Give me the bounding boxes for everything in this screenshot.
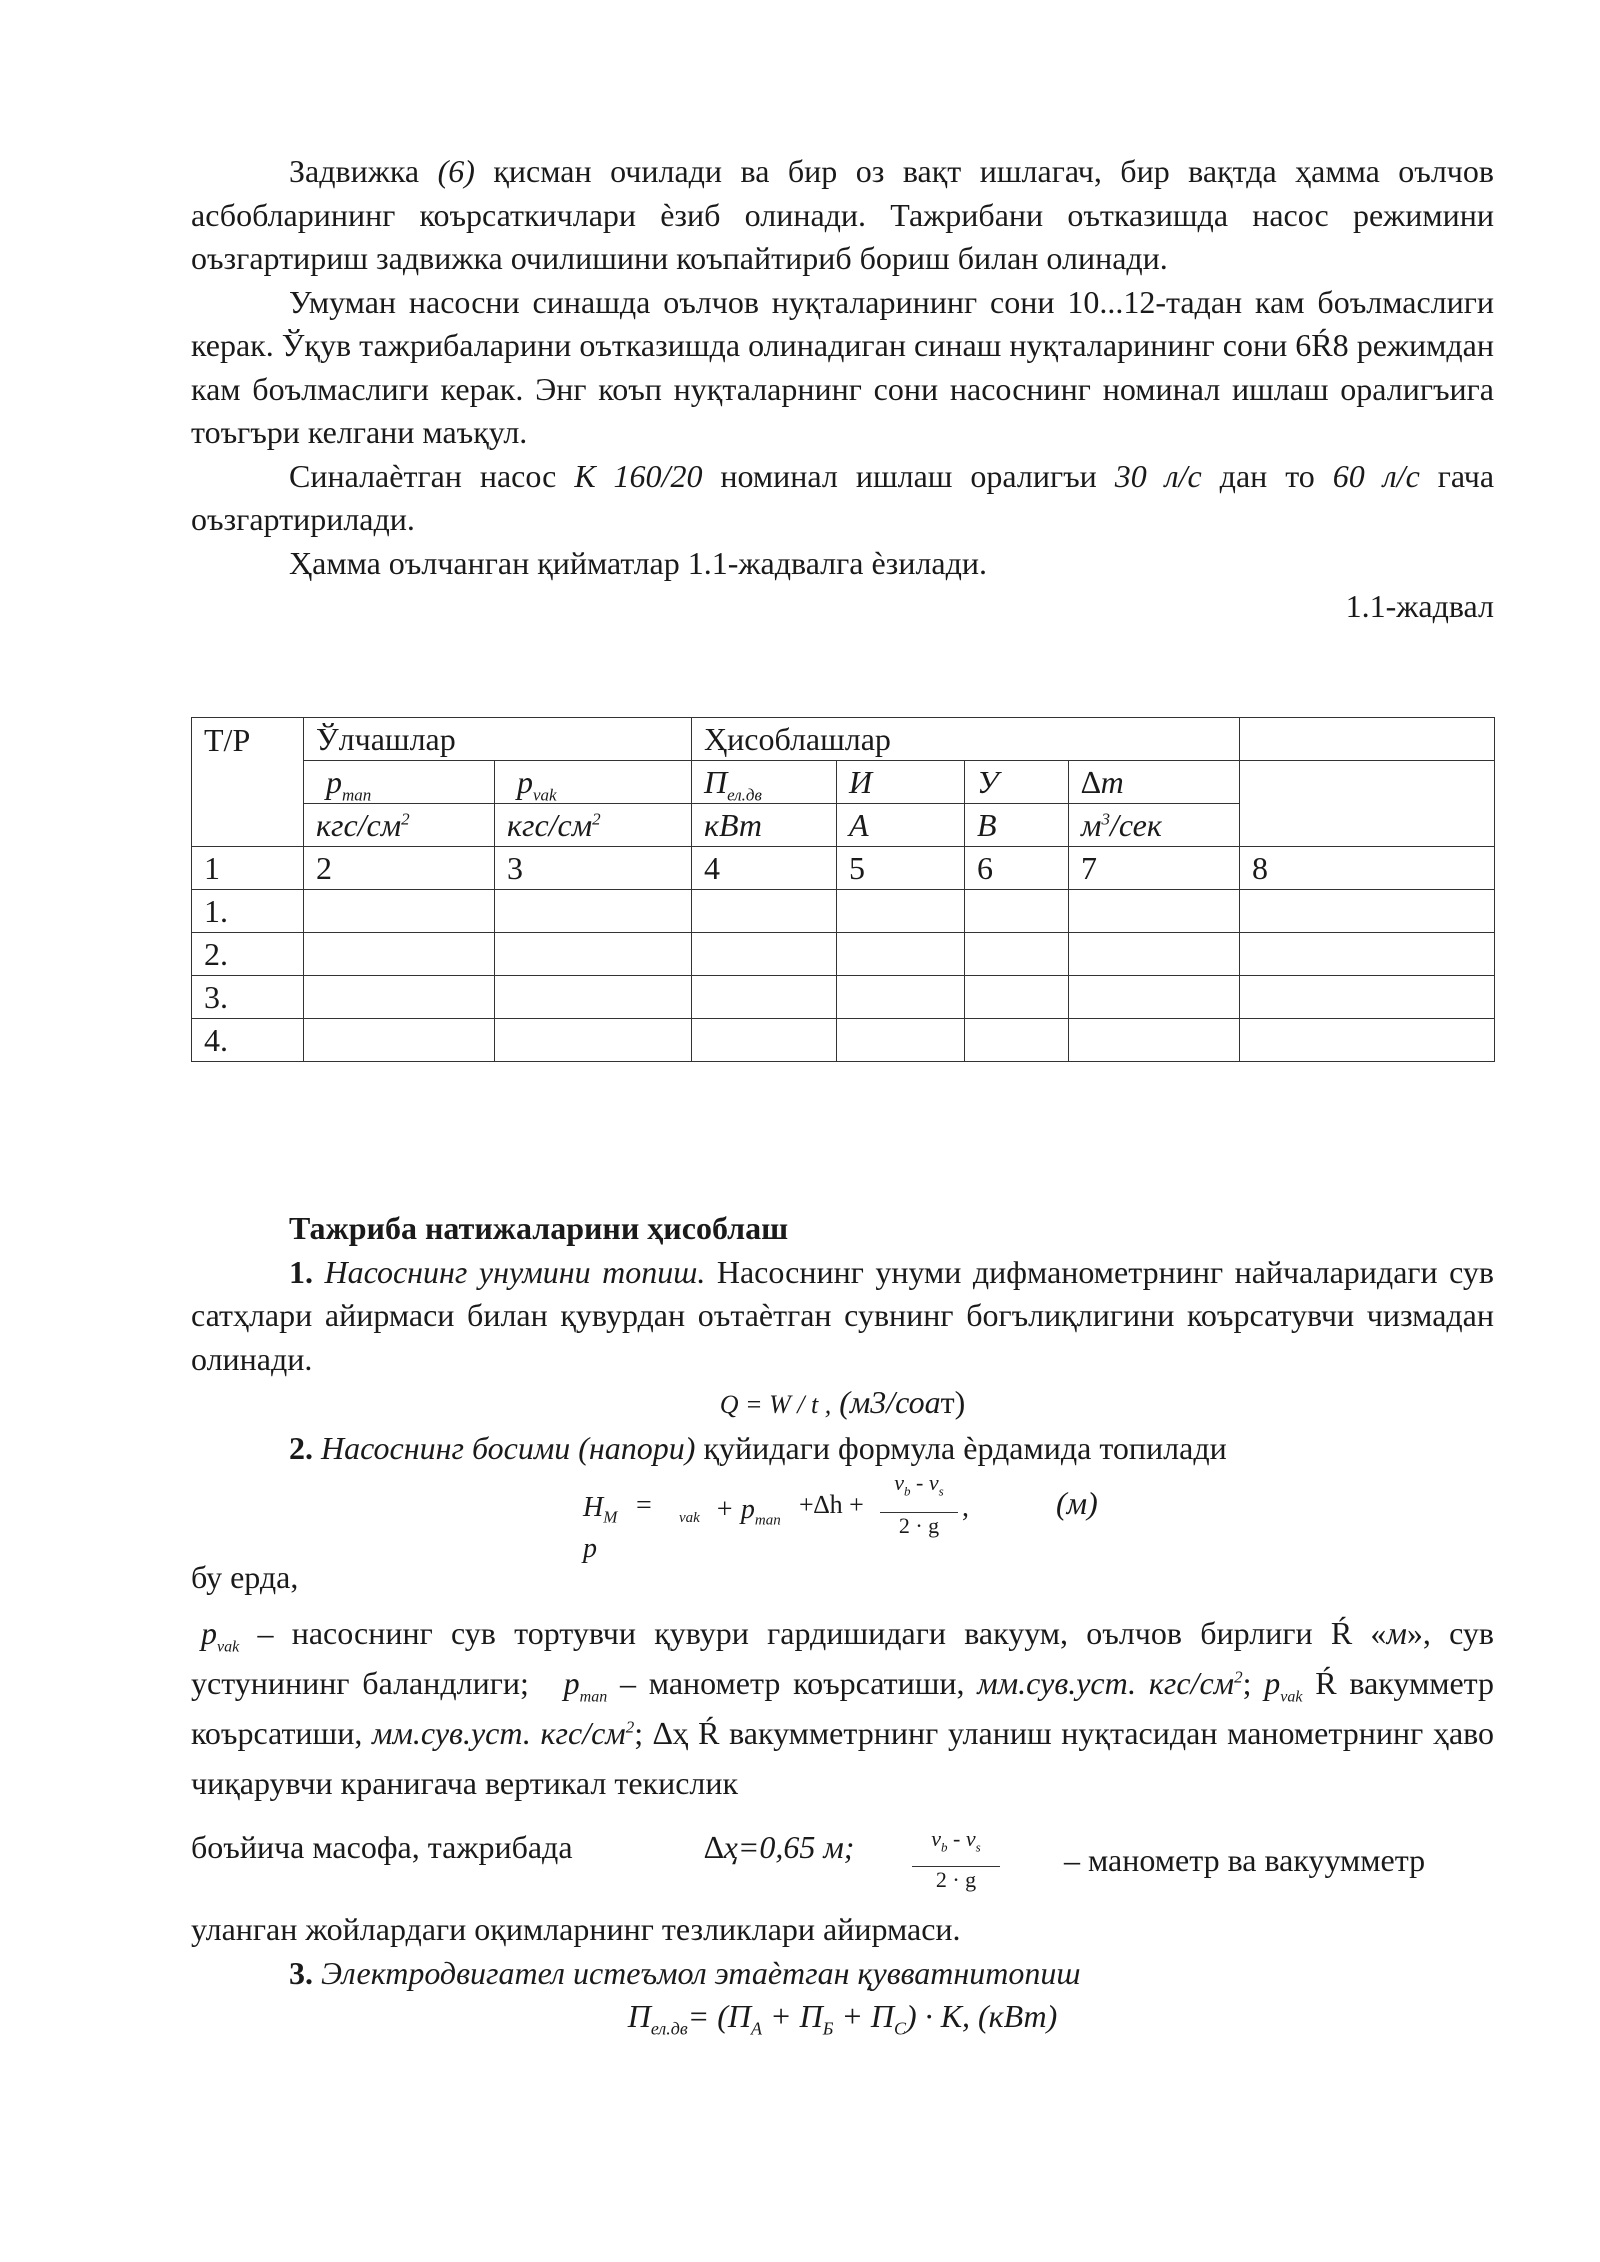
text: П: [627, 1998, 651, 2034]
symbol: H: [583, 1492, 604, 1523]
text: », сув устунининг баландлиги;: [191, 1615, 1495, 1701]
symbol: p: [201, 1615, 217, 1651]
section-heading: [191, 1207, 1494, 1251]
symbol: p: [563, 1665, 580, 1701]
distance-text: боъйича масофа, тажрибада: [191, 1829, 573, 1865]
table-cell: [1240, 933, 1495, 976]
table-cell: 6: [965, 847, 1069, 890]
step-2: [191, 1427, 1494, 1471]
symbol: И: [849, 763, 873, 800]
units: мм.сув.уст. кгс/см: [372, 1715, 626, 1751]
table-cell: [965, 933, 1069, 976]
definition-1: [191, 1608, 1494, 1808]
text: дан то: [1201, 457, 1333, 494]
paragraph-3: [191, 455, 1494, 542]
unit: кВт: [704, 806, 763, 843]
step-1: [191, 1251, 1494, 1382]
header-p-man: [304, 761, 495, 804]
text: ) · К, (кВт): [906, 1998, 1058, 2034]
formula-comma: ,: [962, 1492, 969, 1523]
superscript: 2: [401, 808, 410, 828]
distance-text-2: – манометр ва вакуумметр: [1064, 1842, 1426, 1878]
table-cell: [837, 1019, 965, 1062]
superscript: 3: [1101, 808, 1110, 828]
body-text-top: [191, 150, 1494, 629]
step-text: Насоснинг унуми дифманометрнинг найчаларидаги сув сатҳлари айирмаси билан қувурдан оътаѐтган сувнинг богълиқлигини коърсатувчи чизмадан олинади.: [191, 1253, 1495, 1377]
table-row: [192, 976, 1495, 1019]
formula-q: [191, 1381, 1494, 1427]
definitions: [191, 1556, 1494, 1600]
subscript: vak: [217, 1638, 240, 1656]
header-u: [965, 761, 1069, 804]
subscript: С: [894, 2018, 907, 2039]
text-italic: м: [1386, 1615, 1407, 1651]
formula-p: p: [583, 1533, 597, 1564]
row-label: 3.: [192, 976, 304, 1019]
heading-text: Тажриба натижаларини ҳисоблаш: [289, 1210, 789, 1246]
text: Задвижка: [289, 153, 438, 189]
unit: м: [1081, 806, 1102, 843]
subscript: vak: [1280, 1688, 1303, 1706]
table-cell: [965, 890, 1069, 933]
header-tr: Т/Р: [192, 718, 304, 847]
table-cell: 1: [192, 847, 304, 890]
unit: В: [977, 806, 997, 843]
text: - v: [947, 1826, 976, 1851]
subscript: b: [941, 1839, 948, 1855]
table-cell: [965, 976, 1069, 1019]
velocity-fraction-top: [912, 1826, 1000, 1855]
units: мм.сув.уст. кгс/см: [977, 1665, 1235, 1701]
where-line: бу ерда,: [191, 1559, 299, 1595]
table-cell: 8: [1240, 847, 1495, 890]
text: v: [931, 1826, 942, 1851]
body-text-calc: [191, 1207, 1494, 1470]
formula-pman: [715, 1494, 781, 1529]
header-i: [837, 761, 965, 804]
formula-fraction-bottom: 2 · g: [880, 1512, 958, 1539]
subscript: ел.дв: [727, 784, 762, 804]
unit: кгс/см: [316, 806, 402, 843]
header-calculations: Ҳисоблашлар: [692, 718, 1240, 761]
text: қисман очилади ва бир оз вақт ишлагач, бир вақтда ҳамма оълчов асбобларининг коърсаткичлари ѐзиб олинади. Тажрибани оътказишда насос режимини оъзгартириш задвижка очилишини коъпайтириб бориш билан олинади.: [191, 153, 1494, 276]
table-cell: [965, 1019, 1069, 1062]
step-title: Насоснинг унумини топиш.: [313, 1253, 706, 1290]
table-cell: [692, 976, 837, 1019]
table-cell: [1069, 890, 1240, 933]
header-empty: [1240, 718, 1495, 761]
subscript: b: [904, 1483, 911, 1499]
subscript: Б: [822, 2018, 834, 2039]
subscript: man: [579, 1688, 608, 1706]
text: – насоснинг сув тортувчи қувури гардишидаги вакуум, оълчов бирлиги Ŕ «: [239, 1615, 1387, 1651]
paragraph-4: Ҳамма оълчанган қийматлар 1.1-жадвалга ѐзилади.: [289, 544, 988, 581]
text: – манометр коърсатиши,: [607, 1665, 978, 1701]
table-cell: [495, 1019, 692, 1062]
table-cell: [692, 890, 837, 933]
subscript: man: [342, 784, 372, 804]
subscript: ел.дв: [650, 2018, 688, 2039]
paragraph-1: [191, 150, 1494, 281]
subscript: vak: [533, 784, 557, 804]
step-number: 1.: [289, 1253, 313, 1290]
table-row: [192, 1019, 1495, 1062]
text-italic: (6): [437, 153, 475, 189]
table-cell: [1069, 976, 1240, 1019]
table-cell: [837, 890, 965, 933]
table-cell: 4: [692, 847, 837, 890]
subscript: s: [938, 1483, 944, 1499]
formula-vak: vak: [679, 1510, 700, 1526]
subscript: М: [603, 1507, 618, 1527]
superscript: 2: [1234, 1667, 1243, 1687]
text: + p: [715, 1494, 755, 1525]
table-cell: [304, 976, 495, 1019]
table-cell: [1069, 933, 1240, 976]
table-cell: [495, 933, 692, 976]
text: номинал ишлаш оралигъи: [702, 457, 1115, 494]
step-title: Насоснинг босими (напори): [313, 1429, 696, 1466]
header-dm: [1069, 761, 1240, 804]
formula-units: (м3/соа: [831, 1384, 941, 1420]
text: ∆ҳ: [652, 1715, 689, 1751]
data-table: [191, 717, 1495, 1062]
unit-kgs-2: [495, 804, 692, 847]
definition-1-text: $p_{vak}$ – насоснинг сув тортувчи қувури гардишидаги вакуум, оълчов бирлиги Ŕ «м», сув устунининг баландлиги; $p_{man}$ – манометр коърсатиши, мм.сув.уст. кгс/$см^2$; $p_{vak}$ Ŕ вакумметр коърсатиши, мм.сув.уст. кгс/$см^2$; ∆ҳ Ŕ вакумметрнинг уланиш нуқтасидан манометрнинг ҳаво чиқарувчи кранигача вертикал текислик: [191, 1615, 1495, 1801]
column-number-row: [192, 847, 1495, 890]
symbol: У: [977, 763, 999, 800]
text: + П: [833, 1998, 895, 2034]
table-cell: [304, 1019, 495, 1062]
step-number: 3.: [289, 1954, 313, 1991]
table-cell: [692, 933, 837, 976]
text-italic: К 160/20: [574, 457, 703, 494]
unit: А: [849, 806, 869, 843]
unit-m3-sek: [1069, 804, 1240, 847]
step-text: қуйидаги формула ѐрдамида топилади: [695, 1429, 1227, 1466]
step-title: Электродвигател истеъмол этаѐтган қувватнитопиш: [313, 1954, 1081, 1991]
text-italic: 60 л/с: [1332, 457, 1420, 494]
formula-power: [191, 1995, 1494, 2039]
table-cell: [1240, 1019, 1495, 1062]
velocity-fraction-bottom: 2 · g: [912, 1866, 1000, 1893]
symbol: p: [326, 763, 342, 800]
formula-fraction-top: [880, 1470, 958, 1499]
subscript: man: [754, 1512, 781, 1529]
symbol: p: [1264, 1665, 1281, 1701]
unit: /сек: [1109, 806, 1162, 843]
text: + П: [762, 1998, 823, 2034]
table-caption: 1.1-жадвал: [1345, 588, 1494, 624]
text: Ŕ вакумметр коърсатиши,: [191, 1665, 1495, 1751]
text: Синалаѐтган насос: [289, 457, 575, 494]
distance-value: ∆ҳ=0,65 м;: [704, 1829, 855, 1865]
table-cell: [1240, 890, 1495, 933]
unit-v: [965, 804, 1069, 847]
text: v: [894, 1470, 905, 1495]
text-italic: 30 л/с: [1114, 457, 1202, 494]
superscript: 2: [625, 1717, 635, 1737]
row-label: 1.: [192, 890, 304, 933]
step-3: [191, 1952, 1494, 1996]
table-cell: [495, 890, 692, 933]
velocity-definition: уланган жойлардаги оқимларнинг тезликлари айирмаси.: [191, 1911, 961, 1947]
table-cell: [1069, 1019, 1240, 1062]
subscript: А: [751, 2018, 762, 2039]
symbol: p: [517, 763, 533, 800]
superscript: 2: [592, 808, 601, 828]
symbol: ∆m: [1081, 763, 1124, 800]
table-cell: [1240, 976, 1495, 1019]
formula-h: [583, 1492, 618, 1527]
paragraph-2: Умуман насосни синашда оълчов нуқталарининг сони 10...12-тадан кам боълмаслиги керак. Ўқув тажрибаларини оътказишда олинадиган синаш нуқталарининг сони 6Ŕ8 режимдан кам боълмаслиги керак. Энг коъп нуқталарнинг сони насоснинг номинал ишлаш оралигъига тоъгъри келгани маъқул.: [191, 283, 1494, 450]
unit-kvt: [692, 804, 837, 847]
table-row: [192, 933, 1495, 976]
table-cell: [304, 933, 495, 976]
table-cell: [837, 933, 965, 976]
table-cell: 2: [304, 847, 495, 890]
table-cell: [495, 976, 692, 1019]
table-cell: 3: [495, 847, 692, 890]
header-measurements: Ўлчашлар: [304, 718, 692, 761]
table-cell: 5: [837, 847, 965, 890]
step-number: 2.: [289, 1429, 313, 1466]
text: - v: [910, 1470, 939, 1495]
row-label: 4.: [192, 1019, 304, 1062]
unit-a: [837, 804, 965, 847]
unit: кгс/см: [507, 806, 593, 843]
body-text-end: [191, 1908, 1494, 2039]
formula-eq: =: [636, 1490, 652, 1521]
formula-unit: (м): [1056, 1485, 1098, 1521]
formula-units: т): [940, 1384, 966, 1420]
symbol: П: [704, 763, 728, 800]
text: Ŕ вакумметрнинг уланиш нуқтасидан манометрнинг ҳаво чиқарувчи кранигача вертикал текислик: [191, 1715, 1495, 1801]
header-p-vak: [495, 761, 692, 804]
unit-kgs-1: [304, 804, 495, 847]
table-cell: [837, 976, 965, 1019]
header-p-eldv: [692, 761, 837, 804]
table-cell: 7: [1069, 847, 1240, 890]
text: = (П: [687, 1998, 751, 2034]
table-cell: [304, 890, 495, 933]
table-row: [192, 890, 1495, 933]
formula-dh: +∆h +: [799, 1490, 864, 1519]
formula-lhs: Q = W / t ,: [719, 1390, 832, 1419]
text: гача оъзгартирилади.: [191, 457, 1495, 537]
row-label: 2.: [192, 933, 304, 976]
subscript: s: [975, 1839, 981, 1855]
table-cell: [692, 1019, 837, 1062]
